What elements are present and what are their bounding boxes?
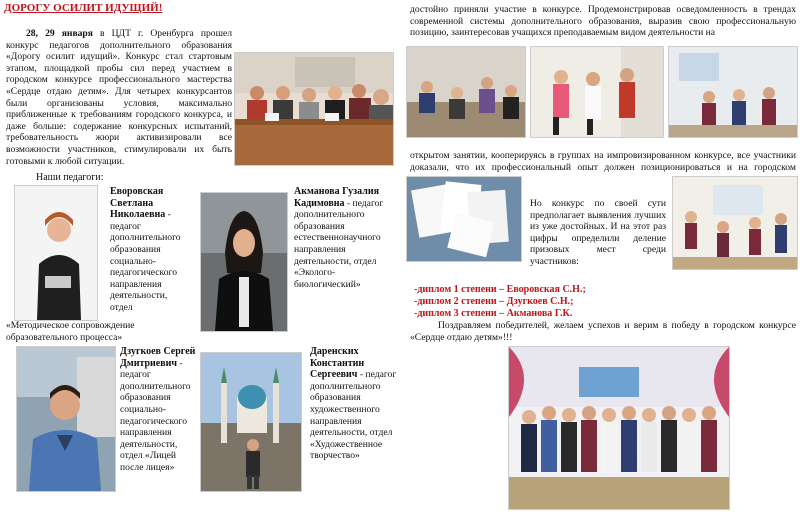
group-photo [508,346,730,510]
teacher-block-dzugkoev [120,346,198,474]
teacher-photo-evorovskaya [14,185,98,321]
teacher-name: Дзугкоев Сергей Дмитриевич [120,346,196,369]
intro-paragraph [6,28,232,167]
teacher-photo-dzugkoev [16,346,116,492]
teacher-block-akmanova [294,186,398,290]
kids-photo [672,176,798,270]
jury-photo [234,52,394,166]
teachers-heading: Наши педагоги: [36,172,104,183]
right-paragraph-2: открытом занятии, кооперируясь в группах на импровизированном конкурсе, все участники доказали, что их профессиональный опыт должен позиционироваться и на городском [410,150,796,173]
teacher-name: Акманова Гузалия Кадимовна [294,186,380,209]
class-photo-1 [406,46,526,138]
award-3: -диплом 3 степени – Акманова Г.К. [414,308,573,319]
teacher-block-evorovskaya [110,186,190,314]
teacher-block-darenskikh [310,346,398,462]
intro-text: в ЦДТ г. Оренбурга прошел конкурс педагогов дополнительного образования «Дорогу осилит идущий». Конкурс стал стартовым этапом, площадкой пробы сил перед участием в городском конкурсе профессионального мастерства «Сердце отдаю детям». Для четырех конкурсантов были организованы условия, максимально приближенные к требованиям городского конкурса, и даже больше: содержание конкурсных испытаний, требовательность жюри активизировали все возможности участников, стимулировали их быть готовыми к любой ситуации. [6,28,232,167]
teacher-name: Еворовская Светлана Николаевна [110,186,166,221]
teacher-photo-darenskikh [200,352,302,492]
teacher-desc: - педагог дополнительного образования художественного направления деятельности, отдел «Художественное творчество» [310,369,397,462]
documents-photo [406,176,522,262]
class-photo-3 [668,46,798,138]
right-paragraph-4: Поздравляем победителей, желаем успехов и верим в победу в городском конкурсе «Сердце отдаю детям»!!! [410,320,796,343]
teacher-dept-evorovskaya: «Методическое сопровождение образовательного процесса» [6,320,135,343]
intro-date: 28, 29 января [26,28,93,39]
class-photo-2 [530,46,664,138]
right-paragraph-1: достойно приняли участие в конкурсе. Продемонстрировав осведомленность в трендах современной системы дополнительного образования, выразив свою профессиональную позицию, заинтересовав учащихся преподаваемым видом деятельности на [410,4,796,39]
teacher-photo-akmanova [200,192,288,332]
teacher-name: Даренских Константин Сергеевич [310,346,365,381]
right-paragraph-3: Но конкурс по своей сути предполагает выявления лучших из уже достойных. И на этот раз цифры определили деление призовых мест среди участников: [530,198,666,267]
awards-list [414,284,714,320]
award-2: -диплом 2 степени – Дзугкоев С.Н.; [414,296,574,307]
teacher-desc: - педагог дополнительного образования естественнонаучного направления деятельности, отдел «Эколого-биологический» [294,197,384,290]
award-1: -диплом 1 степени – Еворовская С.Н.; [414,284,586,295]
teacher-desc: - педагог дополнительного образования социально-педагогического направления деятельности, отдел [110,209,181,313]
article-title: ДОРОГУ ОСИЛИТ ИДУЩИЙ! [4,2,163,14]
teacher-desc: - педагог дополнительного образования социально-педагогического направления деятельности, отдел «Лицей после лицея» [120,357,191,473]
